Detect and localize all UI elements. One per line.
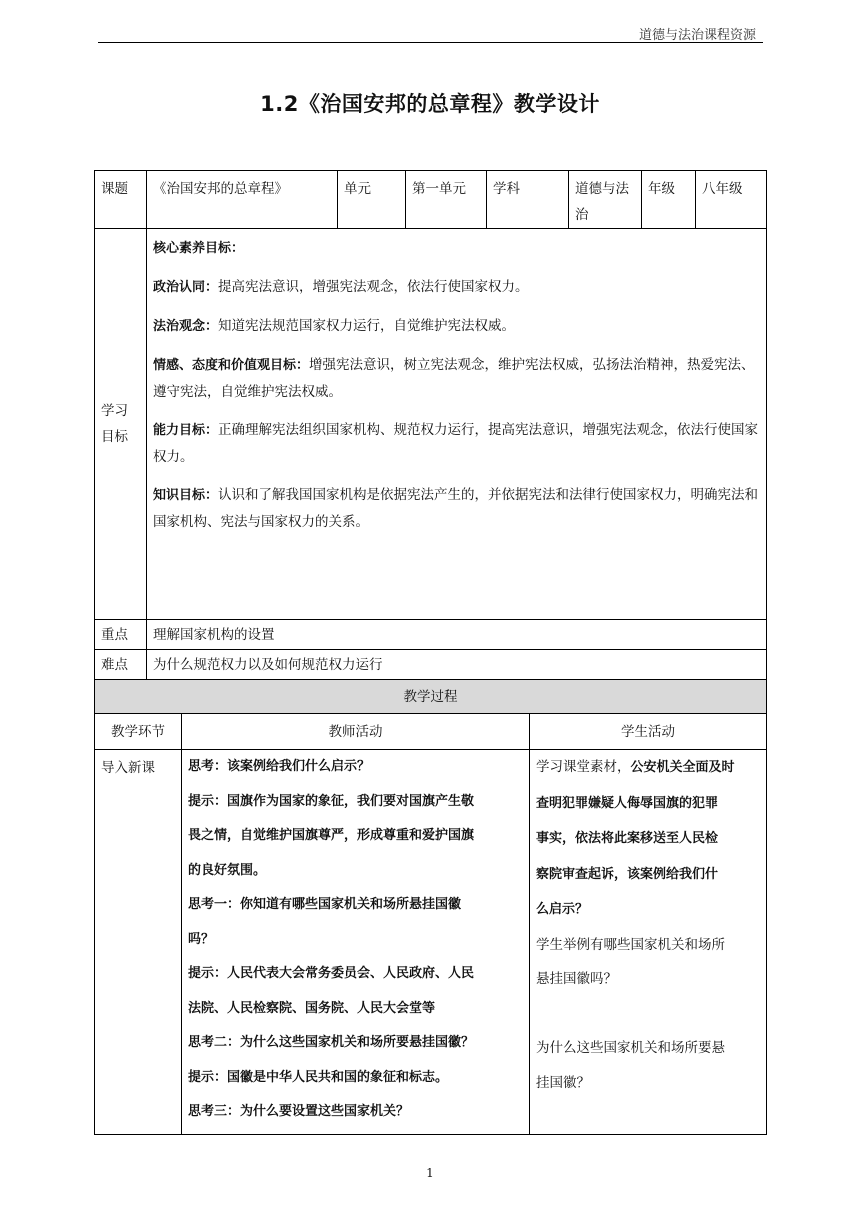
difficulty-label: 难点 — [95, 650, 147, 680]
objective-item: 政治认同：提高宪法意识，增强宪法观念，依法行使国家权力。 — [153, 279, 529, 295]
student-line: 查明犯罪嫌疑人侮辱国旗的犯罪 — [536, 795, 719, 811]
col-stage-header: 教学环节 — [95, 714, 182, 750]
teacher-line: 吗？ — [188, 931, 215, 947]
student-line: 挂国徽？ — [536, 1074, 590, 1091]
teacher-line: 提示：国旗作为国家的象征，我们要对国旗产生敬 — [188, 793, 475, 809]
unit-value: 第一单元 — [406, 171, 487, 229]
page-header: 道德与法治课程资源 — [638, 28, 756, 43]
objectives-heading: 核心素养目标： — [153, 241, 245, 256]
course-label: 课题 — [95, 171, 147, 229]
teacher-line: 思考一：你知道有哪些国家机关和场所悬挂国徽 — [188, 897, 462, 912]
objectives-row — [95, 229, 767, 620]
info-row — [95, 171, 767, 229]
student-line: 么启示？ — [536, 902, 589, 917]
key-point-value: 理解国家机构的设置 — [147, 620, 767, 650]
objective-item: 法治观念：知道宪法规范国家权力运行，自觉维护宪法权威。 — [153, 318, 516, 334]
page-number: 1 — [426, 1166, 434, 1180]
teacher-line: 畏之情，自觉维护国旗尊严，形成尊重和爱护国旗 — [188, 828, 475, 843]
student-line: 事实，依法将此案移送至人民检 — [536, 831, 719, 846]
process-header-row — [95, 714, 767, 750]
teacher-line: 的良好氛围。 — [188, 862, 267, 878]
difficulty-value: 为什么规范权力以及如何规范权力运行 — [147, 650, 767, 680]
student-line — [536, 997, 760, 1032]
objectives-label: 学习目标 — [95, 229, 147, 620]
col-student-header: 学生活动 — [530, 714, 767, 750]
document-title: 1.2《治国安邦的总章程》教学设计 — [260, 92, 600, 116]
teaching-process-table — [94, 679, 767, 1135]
key-point-row — [95, 620, 767, 650]
objectives-content — [147, 229, 767, 620]
objective-item: 能力目标：正确理解宪法组织国家机构、规范权力运行，提高宪法意识，增强宪法观念，依法行使国家权力。 — [153, 422, 759, 465]
student-line: 学生举例有哪些国家机关和场所 — [536, 936, 725, 953]
difficulty-row — [95, 650, 767, 680]
stage-cell: 导入新课 — [95, 750, 182, 1135]
objective-item: 知识目标：认识和了解我国国家机构是依据宪法产生的，并依据宪法和法律行使国家权力，明确宪法和国家机构、宪法与国家权力的关系。 — [153, 487, 759, 530]
subject-label: 学科 — [487, 171, 569, 229]
col-teacher-header: 教师活动 — [182, 714, 530, 750]
grade-value: 八年级 — [696, 171, 767, 229]
teacher-line: 提示：人民代表大会常务委员会、人民政府、人民 — [188, 966, 475, 981]
key-point-label: 重点 — [95, 620, 147, 650]
student-line: 学习课堂素材，公安机关全面及时 — [536, 759, 735, 775]
unit-label: 单元 — [338, 171, 406, 229]
teacher-line: 思考：该案例给我们什么启示？ — [188, 759, 371, 774]
process-title-row — [95, 680, 767, 714]
teacher-line: 法院、人民检察院、国务院、人民大会堂等 — [188, 1000, 436, 1016]
teacher-line: 提示：国徽是中华人民共和国的象征和标志。 — [188, 1069, 449, 1085]
student-line: 为什么这些国家机关和场所要悬 — [536, 1040, 725, 1056]
grade-label: 年级 — [642, 171, 696, 229]
teacher-line: 思考三：为什么要设置这些国家机关？ — [188, 1104, 410, 1119]
teacher-line: 思考二：为什么这些国家机关和场所要悬挂国徽？ — [188, 1035, 475, 1050]
student-line: 察院审查起诉，该案例给我们什 — [536, 866, 719, 882]
student-activity — [530, 750, 767, 1135]
lesson-info-table — [94, 170, 767, 680]
student-line: 悬挂国徽吗？ — [536, 971, 617, 987]
objective-item: 情感、态度和价值观目标：增强宪法意识，树立宪法观念，维护宪法权威，弘扬法治精神，热爱宪法、遵守宪法，自觉维护宪法权威。 — [153, 357, 755, 400]
process-row — [95, 750, 767, 1135]
teacher-activity — [182, 750, 530, 1135]
course-value: 《治国安邦的总章程》 — [147, 171, 338, 229]
header-rule — [98, 42, 763, 43]
process-title: 教学过程 — [95, 680, 767, 714]
subject-value: 道德与法治 — [569, 171, 642, 229]
